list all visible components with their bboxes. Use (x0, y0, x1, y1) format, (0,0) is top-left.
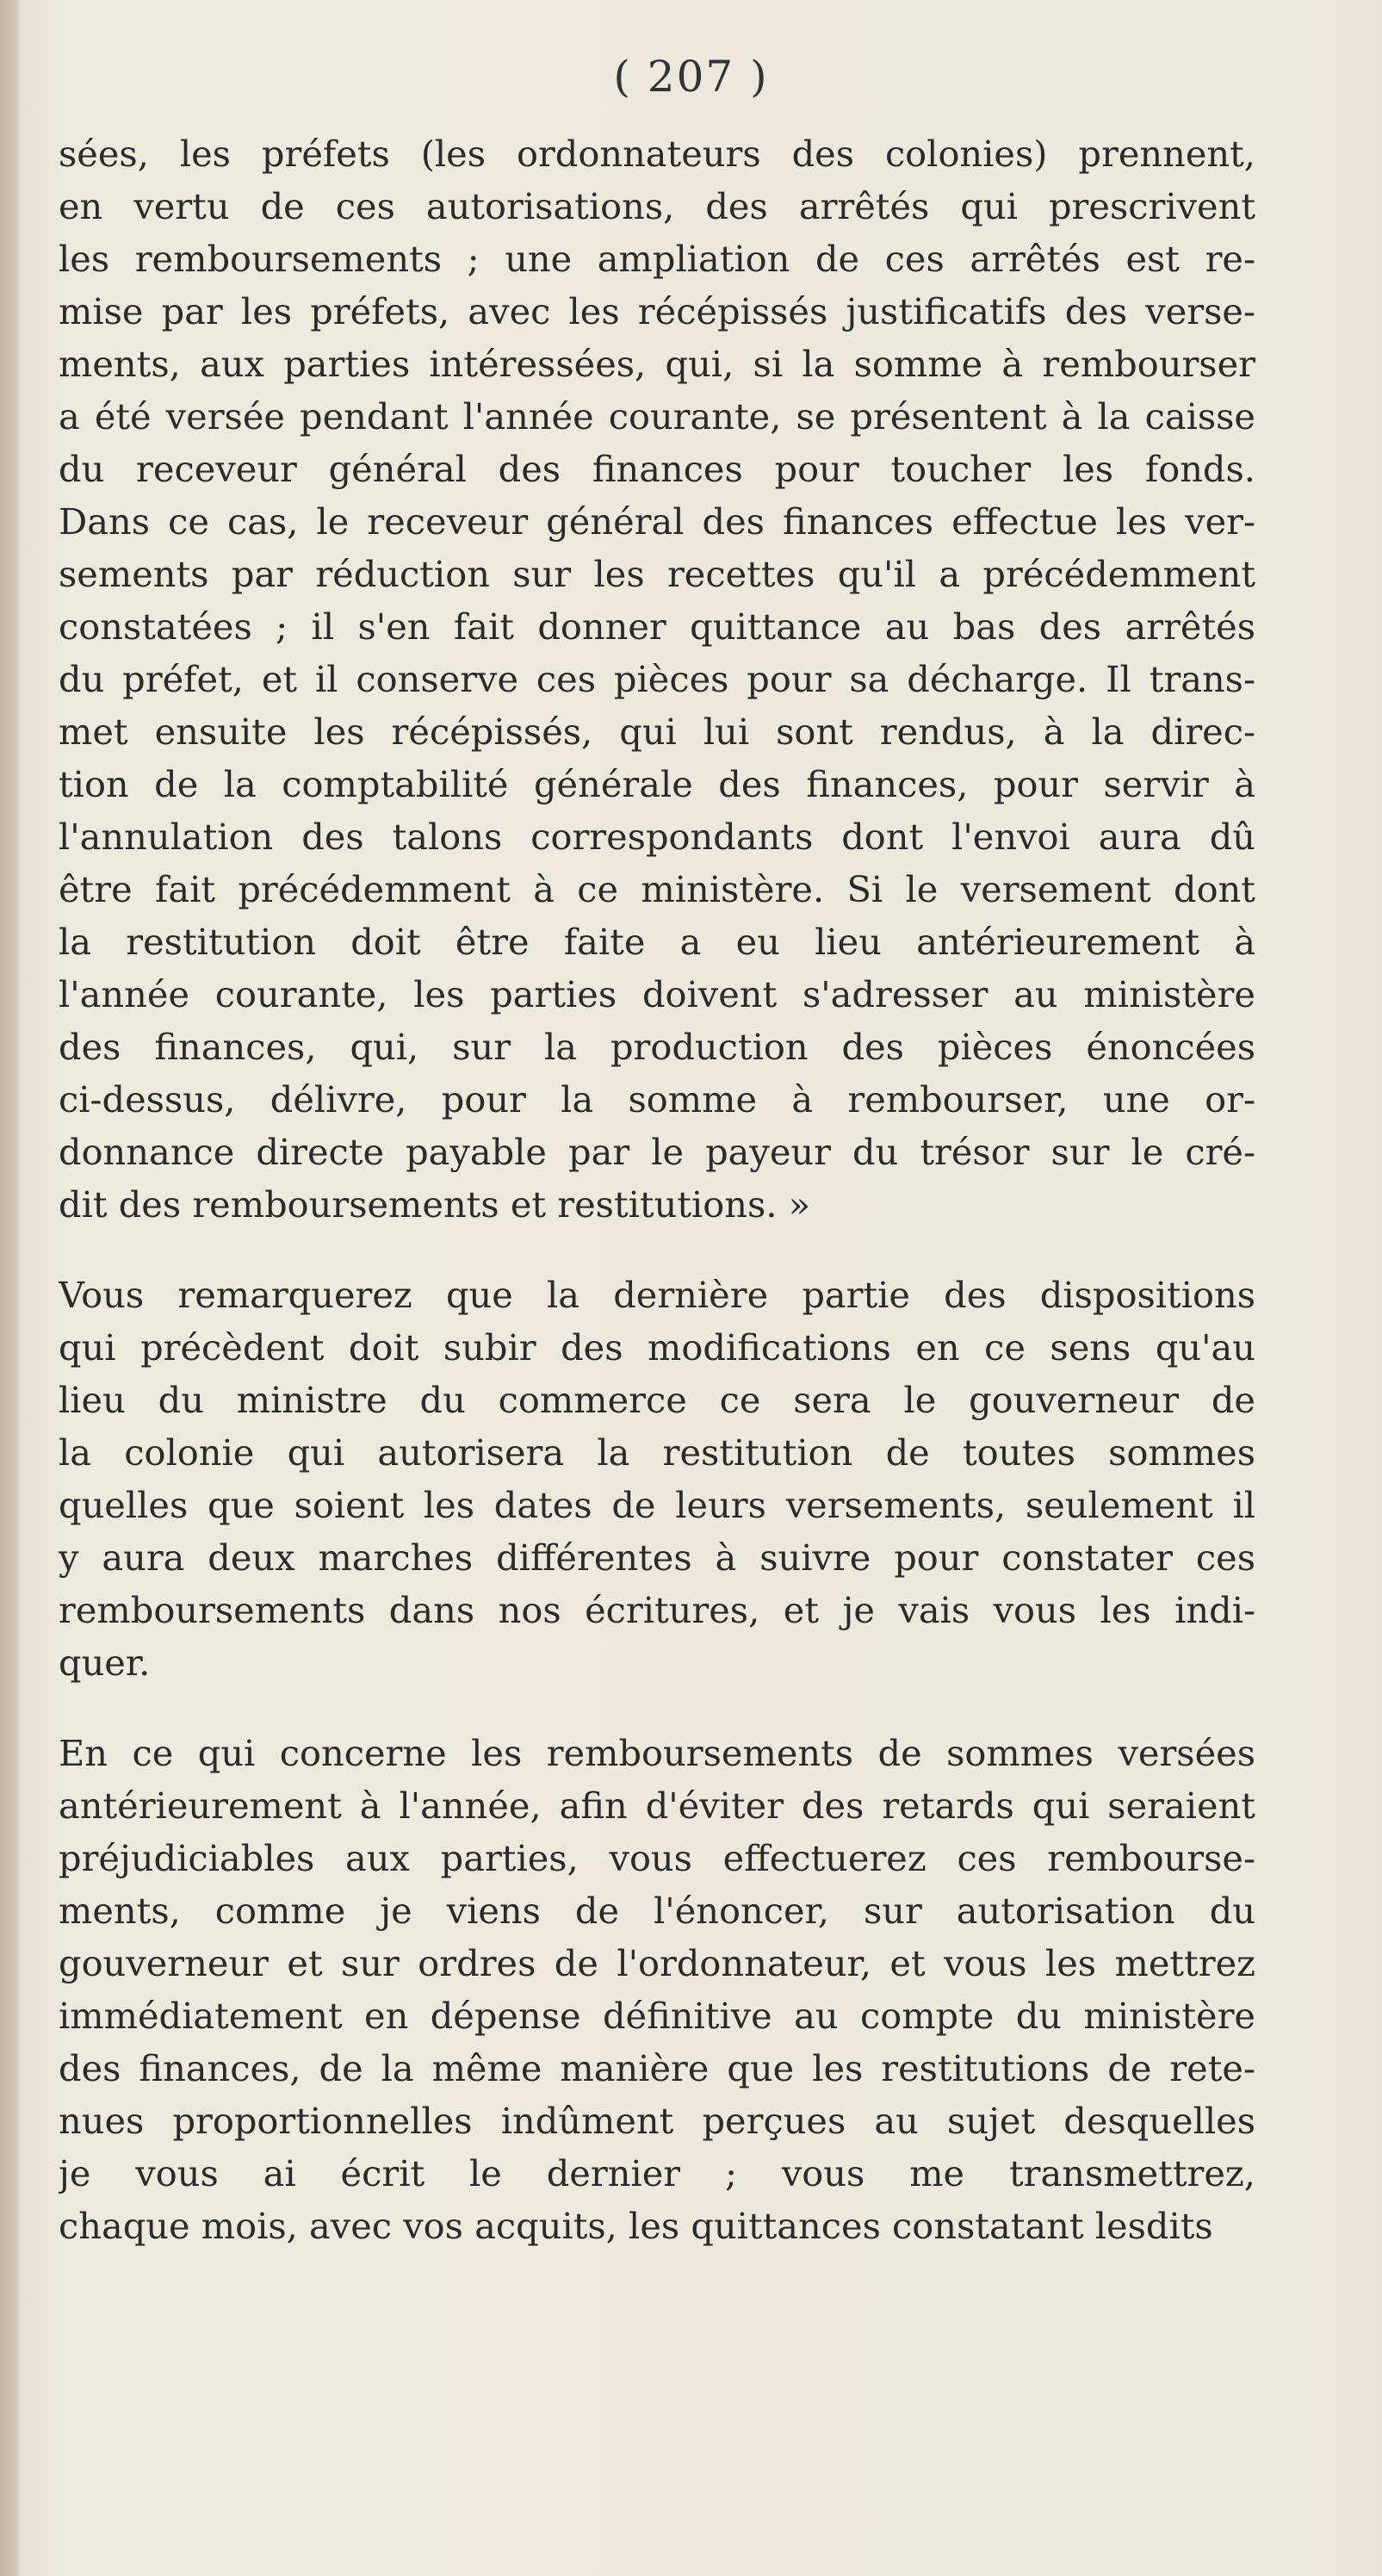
text-line: constatées ; il s'en fait donner quittance au bas des arrêtés (59, 605, 1255, 648)
text-line: l'année courante, les parties doivent s'adresser au ministère (59, 973, 1255, 1015)
text-line: des finances, de la même manière que les restitutions de rete- (59, 2047, 1255, 2089)
text-line: immédiatement en dépense définitive au compte du ministère (59, 1995, 1255, 2037)
page-number: ( 207 ) (613, 52, 769, 102)
text-line: chaque mois, avec vos acquits, les quittances constatant lesdits (59, 2205, 1213, 2247)
text-line: ments, aux parties intéressées, qui, si la somme à rembourser (59, 343, 1255, 385)
text-line: a été versée pendant l'année courante, se présentent à la caisse (59, 395, 1255, 438)
text-line: nues proportionnelles indûment perçues au sujet desquelles (59, 2100, 1255, 2142)
paragraph (59, 1727, 1255, 2252)
text-line: mise par les préfets, avec les récépissés justificatifs des verse- (59, 290, 1255, 332)
text-line: je vous ai écrit le dernier ; vous me transmettrez, (59, 2152, 1255, 2194)
text-line: les remboursements ; une ampliation de ces arrêtés est re- (59, 238, 1255, 280)
text-line: du préfet, et il conserve ces pièces pour sa décharge. Il trans- (59, 658, 1255, 700)
paragraph-gap (59, 1689, 1255, 1727)
text-line: lieu du ministre du commerce ce sera le gouverneur de (59, 1379, 1255, 1421)
text-line: ci-dessus, délivre, pour la somme à rembourser, une or- (59, 1078, 1255, 1120)
text-line: du receveur général des finances pour toucher les fonds. (59, 448, 1255, 490)
text-line: sements par réduction sur les recettes qu'il a précédemment (59, 553, 1255, 595)
paragraph (59, 127, 1255, 1231)
text-line: ments, comme je viens de l'énoncer, sur autorisation du (59, 1890, 1255, 1932)
text-line: y aura deux marches différentes à suivre pour constater ces (59, 1536, 1255, 1579)
text-line: Dans ce cas, le receveur général des finances effectue les ver- (59, 500, 1255, 543)
text-line: quelles que soient les dates de leurs versements, seulement il (59, 1484, 1255, 1526)
text-line: en vertu de ces autorisations, des arrêtés qui prescrivent (59, 185, 1255, 227)
text-line: des finances, qui, sur la production des pièces énoncées (59, 1026, 1255, 1068)
text-line: l'annulation des talons correspondants dont l'envoi aura dû (59, 816, 1255, 858)
text-line: tion de la comptabilité générale des finances, pour servir à (59, 763, 1255, 805)
text-line: met ensuite les récépissés, qui lui sont rendus, à la direc- (59, 711, 1255, 753)
text-line: quer. (59, 1642, 151, 1684)
text-line: remboursements dans nos écritures, et je vais vous les indi- (59, 1589, 1255, 1631)
text-line: En ce qui concerne les remboursements de sommes versées (59, 1732, 1255, 1774)
text-line: Vous remarquerez que la dernière partie des dispositions (59, 1274, 1255, 1316)
text-line: la colonie qui autorisera la restitution de toutes sommes (59, 1431, 1255, 1474)
text-line: qui précèdent doit subir des modifications en ce sens qu'au (59, 1326, 1255, 1369)
text-line: gouverneur et sur ordres de l'ordonnateur, et vous les mettrez (59, 1942, 1255, 1984)
text-line: la restitution doit être faite a eu lieu antérieurement à (59, 921, 1255, 963)
text-body (59, 127, 1255, 2252)
text-line: préjudiciables aux parties, vous effectuerez ces rembourse- (59, 1837, 1255, 1879)
text-line: donnance directe payable par le payeur du trésor sur le cré- (59, 1131, 1255, 1173)
paragraph (59, 1269, 1255, 1689)
text-line: être fait précédemment à ce ministère. Si le versement dont (59, 868, 1255, 910)
text-line: antérieurement à l'année, afin d'éviter des retards qui seraient (59, 1785, 1255, 1827)
book-gutter (0, 0, 19, 2576)
paragraph-gap (59, 1231, 1255, 1269)
text-line: dit des remboursements et restitutions. » (59, 1183, 811, 1226)
text-line: sées, les préfets (les ordonnateurs des colonies) prennent, (59, 133, 1255, 175)
